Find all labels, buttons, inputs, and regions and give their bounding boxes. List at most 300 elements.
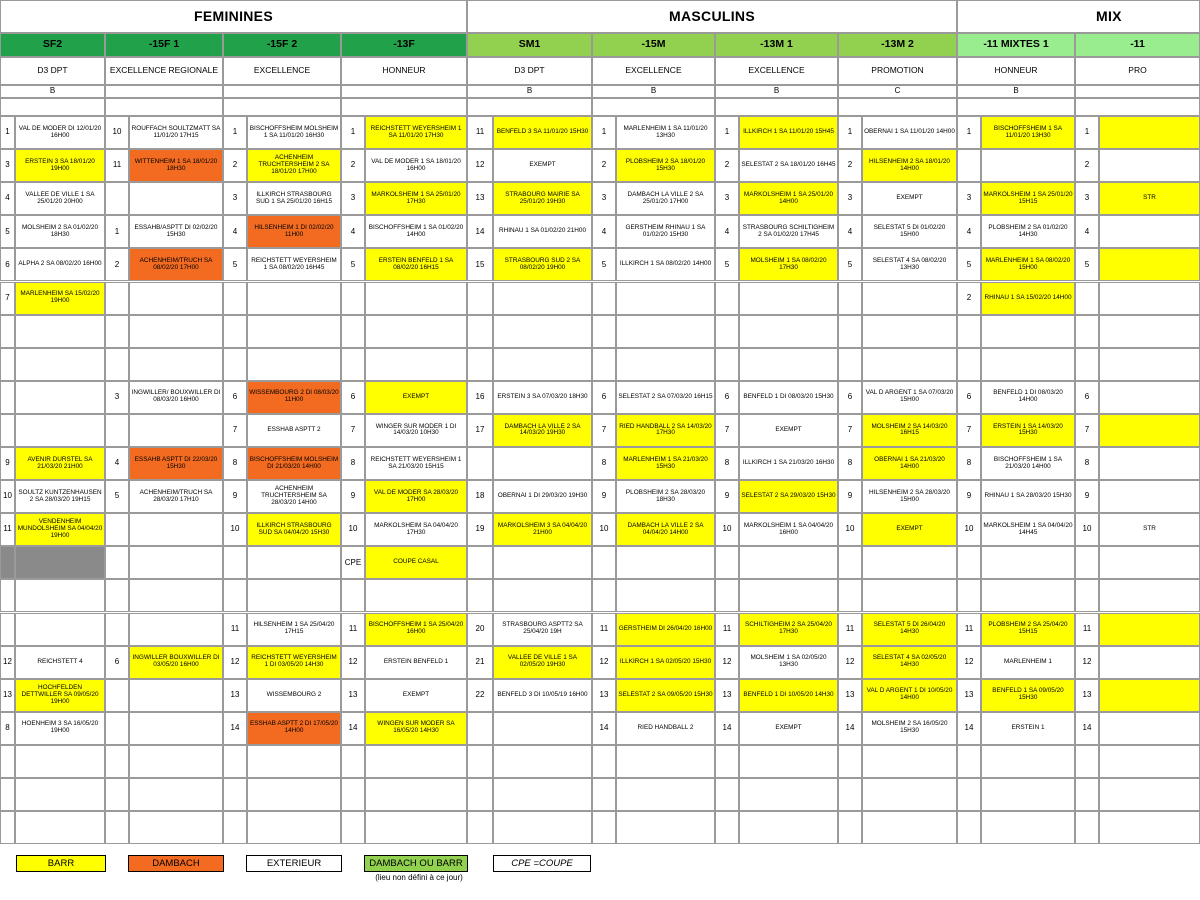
match-cell: BENFELD 1 DI 08/03/20 15H30 [739,381,838,414]
round-number [592,745,616,778]
round-number: 3 [341,182,365,215]
match-cell: ILLKIRCH STRASBOURG SUD 1 SA 25/01/20 16H15 [247,182,341,215]
round-number [223,745,247,778]
round-number: 3 [957,182,981,215]
match-cell [247,745,341,778]
match-cell: RHINAU 1 SA 28/03/20 15H30 [981,480,1075,513]
round-number [467,447,493,480]
spacer-cell [341,98,467,116]
round-number [0,414,15,447]
match-cell [862,579,957,612]
round-number: 4 [341,215,365,248]
match-cell: PLOBSHEIM 2 SA 18/01/20 15H30 [616,149,715,182]
match-cell: ILLKIRCH 1 SA 21/03/20 16H30 [739,447,838,480]
round-number [0,579,15,612]
round-number [957,745,981,778]
legend-dambach-ou-barr: DAMBACH OU BARR [364,855,468,872]
level-label: D3 DPT [0,57,105,85]
match-cell: BENFELD 1 DI 10/05/20 14H30 [739,679,838,712]
round-number [1075,745,1099,778]
match-cell [1099,149,1200,182]
round-number [105,811,129,844]
round-number: 6 [715,381,739,414]
match-cell [493,282,592,315]
match-cell: OBERNAI 1 SA 11/01/20 14H00 [862,116,957,149]
round-number: 13 [223,679,247,712]
round-number: 4 [592,215,616,248]
match-cell [616,745,715,778]
match-cell: SELESTAT 5 DI 26/04/20 14H30 [862,613,957,646]
match-cell [493,579,592,612]
round-number: 20 [467,613,493,646]
match-cell [739,745,838,778]
match-cell [739,348,838,381]
round-number [1075,315,1099,348]
level-label: HONNEUR [957,57,1075,85]
round-number: 13 [0,679,15,712]
poule-label: B [592,85,715,98]
round-number: 9 [715,480,739,513]
match-cell: MARLENHEIM SA 15/02/20 19H00 [15,282,105,315]
round-number [838,282,862,315]
round-number [105,315,129,348]
round-number [838,811,862,844]
round-number: 1 [1075,116,1099,149]
round-number: 13 [838,679,862,712]
round-number: 13 [341,679,365,712]
match-cell [247,348,341,381]
match-cell: BENFELD 3 DI 10/05/19 16H00 [493,679,592,712]
spacer-cell [1075,98,1200,116]
match-cell [1099,745,1200,778]
match-cell: STRASBOURG SCHILTIGHEIM 2 SA 01/02/20 17H45 [739,215,838,248]
round-number: 14 [957,712,981,745]
round-number: 4 [223,215,247,248]
round-number [0,381,15,414]
match-cell: BISCHOFFSHEIM 1 SA 25/04/20 16H00 [365,613,467,646]
match-cell: ESSAHB/ASPTT DI 02/02/20 15H30 [129,215,223,248]
match-cell: HOCHFELDEN DETTWILLER SA 09/05/20 19H00 [15,679,105,712]
poule-label: B [0,85,105,98]
match-cell [981,745,1075,778]
match-cell [365,348,467,381]
match-cell: MARKOLSHEIM 1 SA 25/01/20 15H15 [981,182,1075,215]
match-cell: WINGER SUR MODER 1 DI 14/03/20 10H30 [365,414,467,447]
match-cell: VALLEE DE VILLE 1 SA 25/01/20 20H00 [15,182,105,215]
round-number: 14 [1075,712,1099,745]
match-cell: OBERNAI 1 SA 21/03/20 14H00 [862,447,957,480]
round-number: 11 [341,613,365,646]
round-number: 13 [467,182,493,215]
round-number: 12 [467,149,493,182]
round-number: 5 [838,248,862,281]
round-number: 9 [1075,480,1099,513]
level-label: PRO [1075,57,1200,85]
round-number: 8 [223,447,247,480]
match-cell: MOLSHEIM 1 SA 08/02/20 17H30 [739,248,838,281]
round-number: 9 [0,447,15,480]
poule-label: B [957,85,1075,98]
poule-label: C [838,85,957,98]
match-cell: MARLENHEIM 1 SA 08/02/20 15H00 [981,248,1075,281]
match-cell [15,613,105,646]
round-number: 10 [592,513,616,546]
match-cell: BENFELD 1 DI 08/03/20 14H00 [981,381,1075,414]
round-number [467,282,493,315]
match-cell: ILLKIRCH 1 SA 11/01/20 15H45 [739,116,838,149]
round-number: 3 [0,149,15,182]
round-number: 12 [341,646,365,679]
round-number: 1 [592,116,616,149]
round-number [341,778,365,811]
match-cell: ERSTEIN BENFELD 1 [365,646,467,679]
match-cell: ACHENHEIM/TRUCH SA 28/03/20 17H10 [129,480,223,513]
round-number: 4 [715,215,739,248]
match-cell: MOLSHEIM 2 SA 01/02/20 18H30 [15,215,105,248]
category-header: SM1 [467,33,592,57]
round-number: 5 [0,215,15,248]
round-number [467,778,493,811]
match-cell: GERSTHEIM RHINAU 1 SA 01/02/20 15H30 [616,215,715,248]
match-cell [739,579,838,612]
round-number: 4 [1075,215,1099,248]
match-cell [365,811,467,844]
match-cell [129,712,223,745]
match-cell [15,778,105,811]
round-number: 14 [223,712,247,745]
match-cell [247,811,341,844]
round-number: 9 [592,480,616,513]
match-cell [493,745,592,778]
spacer-cell [223,98,341,116]
match-cell: WITTENHEIM 1 SA 18/01/20 18H30 [129,149,223,182]
match-cell [493,712,592,745]
round-number: 11 [838,613,862,646]
round-number: 12 [715,646,739,679]
match-cell: EXEMPT [365,679,467,712]
match-cell: BISCHOFFSHEIM MOLSHEIM DI 21/03/20 14H00 [247,447,341,480]
match-cell [981,778,1075,811]
round-number [957,579,981,612]
round-number: 22 [467,679,493,712]
match-cell: ACHENHEIM/TRUCH SA 08/02/20 17H00 [129,248,223,281]
round-number [105,712,129,745]
match-cell: BISCHOFFSHEIM 1 SA 01/02/20 14H00 [365,215,467,248]
match-cell: PLOBSHEIM 2 SA 01/02/20 14H30 [981,215,1075,248]
round-number: 9 [341,480,365,513]
round-number: 14 [341,712,365,745]
match-cell: REICHSTETT WEYERSHEIM 1 SA 08/02/20 16H45 [247,248,341,281]
round-number: 14 [592,712,616,745]
round-number: 11 [957,613,981,646]
round-number: 2 [341,149,365,182]
match-cell [365,778,467,811]
match-cell: MARKOLSHEIM 1 SA 25/01/20 14H00 [739,182,838,215]
round-number: 11 [715,613,739,646]
spacer-cell [467,98,592,116]
round-number: 5 [1075,248,1099,281]
round-number [715,348,739,381]
match-cell: VAL D ARGENT 1 SA 07/03/20 15H00 [862,381,957,414]
round-number [223,811,247,844]
match-cell: VAL DE MODER DI 12/01/20 16H00 [15,116,105,149]
round-number: 12 [957,646,981,679]
match-cell [493,811,592,844]
match-cell: DAMBACH LA VILLE 2 SA 25/01/20 17H00 [616,182,715,215]
level-label: D3 DPT [467,57,592,85]
round-number: 5 [957,248,981,281]
match-cell [15,811,105,844]
round-number [467,745,493,778]
match-cell [862,546,957,579]
legend-dambach: DAMBACH [128,855,224,872]
poule-label [105,85,223,98]
round-number: 4 [838,215,862,248]
round-number [715,745,739,778]
match-cell [1099,248,1200,281]
match-cell: DAMBACH LA VILLE 2 SA 04/04/20 14H00 [616,513,715,546]
round-number [838,778,862,811]
round-number: 6 [1075,381,1099,414]
round-number: 8 [957,447,981,480]
round-number [105,182,129,215]
round-number [592,315,616,348]
match-cell: SELESTAT 5 DI 01/02/20 15H00 [862,215,957,248]
match-cell [365,315,467,348]
match-cell [15,315,105,348]
match-cell [15,745,105,778]
round-number: 5 [223,248,247,281]
match-cell: HILSENHEIM 1 DI 02/02/20 11H00 [247,215,341,248]
level-label: EXCELLENCE REGIONALE [105,57,223,85]
match-cell: STR [1099,513,1200,546]
match-cell [1099,116,1200,149]
round-number [223,282,247,315]
match-cell [129,811,223,844]
round-number [105,513,129,546]
level-label: EXCELLENCE [715,57,838,85]
round-number [1075,778,1099,811]
match-cell [862,282,957,315]
match-cell: REICHSTETT WEYERSHEIM 1 SA 11/01/20 17H30 [365,116,467,149]
round-number [105,282,129,315]
round-number: 11 [467,116,493,149]
match-cell [739,282,838,315]
match-cell: VALLEE DE VILLE 1 SA 02/05/20 19H30 [493,646,592,679]
match-cell [862,745,957,778]
match-cell [862,778,957,811]
match-cell [1099,480,1200,513]
poule-label: B [467,85,592,98]
round-number: 13 [592,679,616,712]
round-number [592,811,616,844]
match-cell [1099,811,1200,844]
match-cell: PLOBSHEIM 2 SA 28/03/20 18H30 [616,480,715,513]
match-cell: MARKOLSHEIM 1 SA 04/04/20 14H45 [981,513,1075,546]
match-cell [616,778,715,811]
match-cell [129,513,223,546]
match-cell [1099,679,1200,712]
round-number [838,745,862,778]
round-number: 5 [105,480,129,513]
round-number: 3 [838,182,862,215]
match-cell: RHINAU 1 SA 15/02/20 14H00 [981,282,1075,315]
round-number: 4 [0,182,15,215]
match-cell: OBERNAI 1 DI 29/03/20 19H30 [493,480,592,513]
round-number: 11 [0,513,15,546]
round-number [341,348,365,381]
match-cell [493,447,592,480]
match-cell: STR [1099,182,1200,215]
match-cell: SELESTAT 2 SA 18/01/20 16H45 [739,149,838,182]
match-cell: INGWILLER/ BOUXWILLER DI 08/03/20 16H00 [129,381,223,414]
round-number: 10 [105,116,129,149]
match-cell: SELESTAT 4 SA 02/05/20 14H30 [862,646,957,679]
match-cell [981,579,1075,612]
round-number: 10 [0,480,15,513]
round-number: 12 [838,646,862,679]
round-number: 3 [223,182,247,215]
round-number [0,613,15,646]
round-number [223,778,247,811]
match-cell [616,579,715,612]
match-cell [365,579,467,612]
match-cell [247,315,341,348]
round-number [0,348,15,381]
spacer-cell [105,98,223,116]
round-number [592,778,616,811]
group-header: MIX [957,0,1200,33]
match-cell: SELESTAT 2 SA 29/03/20 15H30 [739,480,838,513]
group-header: MASCULINS [467,0,957,33]
round-number: 11 [223,613,247,646]
match-cell: SELESTAT 2 SA 09/05/20 15H30 [616,679,715,712]
match-cell [739,315,838,348]
poule-label [341,85,467,98]
match-cell [493,315,592,348]
round-number: 1 [0,116,15,149]
round-number: 4 [957,215,981,248]
match-cell [129,348,223,381]
round-number: 6 [105,646,129,679]
match-cell: BISCHOFFSHEIM 1 SA 21/03/20 14H00 [981,447,1075,480]
round-number [1075,811,1099,844]
round-number [0,811,15,844]
match-cell [129,414,223,447]
match-cell [129,546,223,579]
round-number: 15 [467,248,493,281]
match-cell [1099,447,1200,480]
match-cell: MARKOLSHEIM SA 04/04/20 17H30 [365,513,467,546]
match-cell: EXEMPT [493,149,592,182]
match-cell: WISSEMBOURG 2 [247,679,341,712]
round-number: 7 [715,414,739,447]
round-number: 9 [957,480,981,513]
match-cell: STRABOURG MAIRIE SA 25/01/20 19H30 [493,182,592,215]
category-header: SF2 [0,33,105,57]
match-cell: ILLKIRCH 1 SA 02/05/20 15H30 [616,646,715,679]
round-number: 3 [592,182,616,215]
match-cell [365,282,467,315]
match-cell [247,546,341,579]
match-cell: COUPE CASAL [365,546,467,579]
round-number: 4 [105,447,129,480]
group-header: FEMININES [0,0,467,33]
category-header: -13F [341,33,467,57]
match-cell [862,811,957,844]
round-number [105,546,129,579]
round-number [467,712,493,745]
level-label: HONNEUR [341,57,467,85]
match-cell [129,745,223,778]
round-number: 3 [1075,182,1099,215]
match-cell: SCHILTIGHEIM 2 SA 25/04/20 17H30 [739,613,838,646]
match-cell: ERSTEIN 1 [981,712,1075,745]
match-cell [1099,579,1200,612]
spacer-cell [957,98,1075,116]
match-cell: WISSEMBOURG 2 DI 08/03/20 11H00 [247,381,341,414]
category-header: -11 MIXTES 1 [957,33,1075,57]
match-cell [981,546,1075,579]
category-header: -13M 1 [715,33,838,57]
round-number: 14 [838,712,862,745]
round-number [0,315,15,348]
match-cell: ILLKIRCH 1 SA 08/02/20 14H00 [616,248,715,281]
match-cell: MARKOLSHEIM 3 SA 04/04/20 21H00 [493,513,592,546]
round-number: 11 [105,149,129,182]
round-number: 2 [838,149,862,182]
round-number: 6 [838,381,862,414]
round-number [341,811,365,844]
round-number: 19 [467,513,493,546]
round-number [957,546,981,579]
match-cell [862,348,957,381]
level-label: EXCELLENCE [592,57,715,85]
round-number: 9 [223,480,247,513]
match-cell [15,414,105,447]
round-number: 2 [223,149,247,182]
round-number [715,546,739,579]
match-cell [616,282,715,315]
round-number: 10 [838,513,862,546]
match-cell: REICHSTETT WEYERSHEIM 1 SA 21/03/20 15H15 [365,447,467,480]
match-cell [981,811,1075,844]
round-number: 6 [592,381,616,414]
match-cell [1099,646,1200,679]
match-cell: MOLSHEIM 2 SA 14/03/20 16H15 [862,414,957,447]
match-cell [1099,778,1200,811]
round-number: 6 [341,381,365,414]
category-header: -13M 2 [838,33,957,57]
round-number [0,745,15,778]
spacer-cell [715,98,838,116]
match-cell: EXEMPT [862,513,957,546]
match-cell [129,579,223,612]
round-number [467,579,493,612]
match-cell: SOULTZ KUNTZENHAUSEN 2 SA 28/03/20 19H15 [15,480,105,513]
match-cell [129,315,223,348]
round-number: 11 [1075,613,1099,646]
round-number [838,546,862,579]
round-number [223,579,247,612]
match-cell [129,613,223,646]
round-number [105,679,129,712]
round-number [467,315,493,348]
legend-barr: BARR [16,855,106,872]
round-number: 13 [1075,679,1099,712]
spacer-cell [592,98,715,116]
match-cell [1099,348,1200,381]
